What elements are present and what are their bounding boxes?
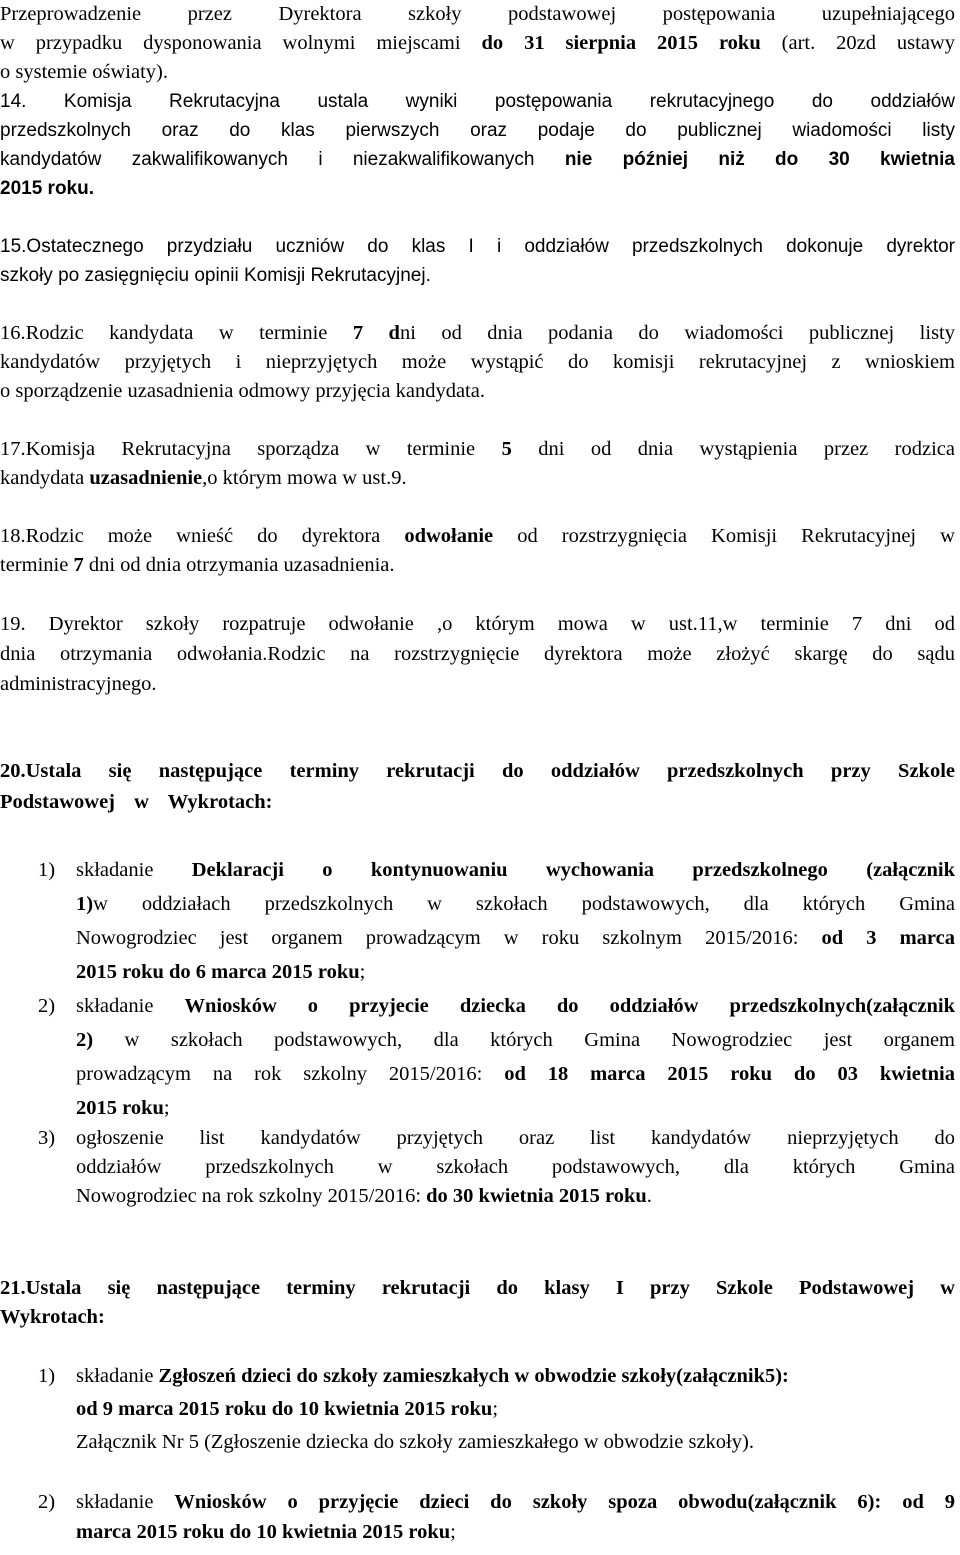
text: szkoły po zasięgnięciu opinii Komisji Rekrutacyjnej. [0,265,431,286]
list-number: 2) [38,1491,56,1513]
intro-line-2 [0,29,955,58]
bold-term: 2) [76,1029,94,1051]
bold-term: 1) [76,893,94,915]
bold-term: uzasadnienie [89,467,203,489]
p21-item-1-line-1 [76,1362,955,1391]
p20-item-1-line-2 [76,890,955,919]
text: o sporządzenie uzasadnienia odmowy przyjęcia kandydata. [0,380,485,402]
p14-line-2 [0,116,955,145]
p21-item-2-line-1 [76,1488,955,1517]
text: w szkołach podstawowych, dla których Gmina Nowogrodziec jest organem [93,1029,955,1051]
bold-term: 5 [501,438,512,460]
bold-term: Deklaracji o kontynuowaniu wychowania przedszkolnego (załącznik [191,859,956,881]
section-heading: Podstawowej w Wykrotach: [0,791,273,813]
text: w oddziałach przedszkolnych w szkołach podstawowych, dla których Gmina [93,893,955,915]
p20-item-1-line-4 [76,958,955,987]
text: składanie [76,859,192,881]
text: 14. Komisja Rekrutacyjna ustala wyniki postępowania rekrutacyjnego do oddziałów [0,91,955,112]
text: 16.Rodzic kandydata w terminie [0,322,353,344]
p14-line-4 [0,174,955,203]
text: ; [450,1521,456,1543]
p18-line-2 [0,551,955,580]
p20-item-2-line-3 [76,1060,955,1089]
p14-line-1 [0,87,955,116]
bold-term: 7 d [352,322,400,344]
deadline-bold: do 30 kwietnia 2015 roku [426,1185,647,1207]
text: składanie [76,1491,175,1513]
p20-item-3-line-1 [76,1124,955,1153]
deadline-bold: od 3 marca [821,927,955,949]
text: oddziałów przedszkolnych w szkołach podstawowych, dla których Gmina [76,1156,955,1178]
text: prowadzącym na rok szkolny 2015/2016: [76,1063,505,1085]
bold-term: odwołanie [404,525,494,547]
text: 17.Komisja Rekrutacyjna sporządza w terminie [0,438,502,460]
deadline-bold: 2015 roku [76,1097,164,1119]
text: w przypadku dysponowania wolnymi miejscami [0,32,482,54]
p21-item-2-line-2 [76,1518,955,1547]
bold-term: Zgłoszeń dzieci do szkoły zamieszkałych w obwodzie szkoły(załącznik5): [158,1365,789,1387]
bold-term: Wniosków o przyjecie dziecka do oddziałów przedszkolnych(załącznik [184,995,955,1017]
p20-item-3-line-3 [76,1182,955,1211]
section-heading: 21.Ustala się następujące terminy rekrutacji do klasy I przy Szkole Podstawowej w [0,1277,955,1299]
text: (art. 20zd ustawy [760,32,955,54]
deadline-bold: marca 2015 roku do 10 kwietnia 2015 roku [76,1521,451,1543]
p16-line-2 [0,348,955,377]
text: 19. Dyrektor szkoły rozpatruje odwołanie ,o którym mowa w ust.11,w terminie 7 dni od [0,613,955,635]
text: ogłoszenie list kandydatów przyjętych oraz list kandydatów nieprzyjętych do [76,1127,955,1149]
list-number: 1) [38,859,56,881]
deadline-bold: 2015 roku do 6 marca 2015 roku [76,961,360,983]
p17-line-1 [0,435,955,464]
deadline-bold: od 18 marca 2015 roku do 03 kwietnia [504,1063,955,1085]
deadline-bold: od 9 marca 2015 roku do 10 kwietnia 2015 roku [76,1398,493,1420]
text: ; [163,1097,170,1119]
p19-line-3 [0,670,955,699]
p18-line-1 [0,522,955,551]
text: ,o którym mowa w ust.9. [202,467,407,489]
text: kandydata [0,467,90,489]
intro-line-1 [0,0,955,29]
p20-item-2-line-4 [76,1094,955,1123]
list-number: 2) [38,995,56,1017]
text: terminie [0,554,74,576]
text: przedszkolnych oraz do klas pierwszych oraz podaje do publicznej wiadomości listy [0,120,955,141]
p20-item-2-line-1 [76,992,955,1021]
p15-line-2 [0,261,955,290]
p21-heading-line-2 [0,1303,955,1332]
p20-item-1-line-1 [76,856,955,885]
text: ; [492,1398,499,1420]
p20-item-2-line-2 [76,1026,955,1055]
p21-heading-line-1 [0,1274,955,1303]
p19-line-2 [0,640,955,669]
p15-line-1 [0,232,955,261]
bold-term: Wniosków o przyjęcie dzieci do szkoły spoza obwodu(załącznik 6): od 9 [174,1491,955,1513]
text: składanie [76,1365,159,1387]
text: administracyjnego. [0,673,157,695]
list-number: 1) [38,1365,56,1387]
intro-line-3 [0,58,955,87]
p20-item-3-line-2 [76,1153,955,1182]
text: dnia otrzymania odwołania.Rodzic na rozstrzygnięcie dyrektora może złożyć skargę do sądu [0,643,955,665]
section-heading: 20.Ustala się następujące terminy rekrutacji do oddziałów przedszkolnych przy Szkole [0,760,955,782]
deadline-bold: do 31 sierpnia 2015 roku [481,32,761,54]
p21-item-1-line-2 [76,1395,955,1424]
text: Przeprowadzenie przez Dyrektora szkoły podstawowej postępowania uzupełniającego [0,3,955,25]
p20-item-1-line-3 [76,924,955,953]
p14-line-3 [0,145,955,174]
p16-line-3 [0,377,955,406]
text: Nowogrodziec na rok szkolny 2015/2016: [76,1185,427,1207]
p20-heading-line-1 [0,757,955,786]
text: kandydatów zakwalifikowanych i niezakwalifikowanych [0,149,565,170]
text: dni od dnia wystąpienia przez rodzica [511,438,955,460]
text: dni od dnia otrzymania uzasadnienia. [83,554,395,576]
text: 15.Ostatecznego przydziału uczniów do klas I i oddziałów przedszkolnych dokonuje dyrektor [0,236,955,257]
section-heading: Wykrotach: [0,1306,105,1328]
text: ni od dnia podania do wiadomości publicznej listy [399,322,955,344]
p21-item-1-line-3 [76,1428,955,1457]
text: kandydatów przyjętych i nieprzyjętych może wystąpić do komisji rekrutacyjnej z wnioskiem [0,351,955,373]
text: Nowogrodziec jest organem prowadzącym w roku szkolnym 2015/2016: [76,927,822,949]
text: Załącznik Nr 5 (Zgłoszenie dziecka do szkoły zamieszkałego w obwodzie szkoły). [76,1431,754,1453]
text: od rozstrzygnięcia Komisji Rekrutacyjnej w [493,525,955,547]
p17-line-2 [0,464,955,493]
p19-line-1 [0,610,955,639]
p16-line-1 [0,319,955,348]
bold-term: 7 [73,554,84,576]
list-number: 3) [38,1127,56,1149]
text: 18.Rodzic może wnieść do dyrektora [0,525,405,547]
deadline-bold: nie później niż do 30 kwietnia [564,149,955,170]
text: . [646,1185,652,1207]
text: 2015 roku. [0,178,94,199]
text: ; [359,961,366,983]
text: składanie [76,995,185,1017]
text: o systemie oświaty). [0,61,168,83]
p20-heading-line-2 [0,788,955,817]
